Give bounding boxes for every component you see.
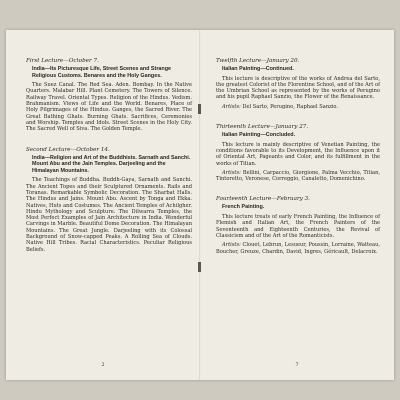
artists-label: Artists: [222, 103, 241, 110]
artists-list: Del Sarto, Perugino, Raphael Sanzio. [242, 103, 339, 110]
lecture-title: Italian Painting—Continued. [222, 66, 294, 72]
lecture-body: This lecture is descriptive of the works of Andrea del Sarto, the greatest Colorist of the Florentine School, and of the Art of the Umbrian School as represented by the works of Perugino and his pupil Raphael Sanzio, the Flower of the Renaissance. [216, 75, 380, 101]
booklet-spread [6, 30, 394, 380]
lecture-title: French Painting. [222, 204, 265, 211]
artists-label: Artists: [222, 242, 241, 249]
lecture-heading: First Lecture—October 7. [26, 58, 99, 64]
page-number: 7 [295, 363, 299, 368]
lecture-heading: Fourteenth Lecture—February 3. [216, 196, 310, 203]
lecture-title: Italian Painting—Concluded. [222, 132, 296, 139]
lecture-14 [216, 196, 380, 254]
lecture-heading: Twelfth Lecture—January 20. [216, 58, 300, 64]
lecture-artists [216, 170, 380, 183]
lecture-heading: Thirteenth Lecture—January 27. [216, 124, 309, 131]
lecture-2 [26, 147, 192, 253]
lecture-12 [216, 58, 380, 110]
lecture-title: India—Its Picturesque Life, Street Scenes and Strange Religious Customs. Benares and the Holy Ganges. [32, 66, 171, 79]
lecture-title: India—Religion and Art of the Buddhists. Sarnath and Sanchi. Mount Abu and the Jain Temples. Darjeeling and the Himalayan Mountains. [32, 154, 191, 174]
lecture-body: The Suez Canal. The Red Sea. Aden. Bombay. In the Native Quarters. Malabar Hill. Plant Cemetery. The Towers of Silence. Railway Travel. Oriental Types. Religion of the Hindus. Vedism. Brahmanism. Views of Life and the World. Benares, Place of Holy Pilgrimages of the Hindus. Ganges, the Sacred River. The Great Bathing Ghats. Burning Ghats. Sacrifices, Ceremonies and Worship. Temples and Idols. Street Scenes in the Holy City. The Sacred Well of Siva. The Golden Temple. [26, 82, 192, 133]
page-number: 2 [101, 363, 105, 368]
artists-list: Clouet, Lebrun, Lesueur, Poussin, Lorraine, Watteau, Boucher, Greuze, Chardin, David, Ingres, Géricault, Delacroix. [216, 242, 380, 255]
lecture-body: The Teachings of Buddha. Buddh-Gaya, Sarnath and Sanchi. The Ancient Topes and their Sculptured Ornaments. Rails and Toranas. Remarkable Symbolic Decoration. The Sharbat Halls. The Hindus and Jains. Mount Abu. Ascent by Tonga and Ekka. Natives, Huts and Costumes. The Ancient Temples of Achilgher. Hindu Mythology and Sculpture. The Dilwarra Temples, the Most Perfect Examples of Jain Architecture in India. Wonderful Carvings in Marble. Beautiful Dome Decoration. The Himalayan Mountains. The Great Jungle. Darjeeling with its Colossal Background of Snow-capped Peaks. A Rolling Sea of Clouds. Native Hill Tribes. Racial Characteristics. Peculiar Religious Beliefs. [26, 177, 192, 253]
artists-label: Artists: [222, 169, 241, 176]
right-page [200, 30, 394, 380]
lecture-1 [26, 58, 192, 133]
lecture-artists [216, 104, 380, 110]
left-page [6, 30, 200, 380]
lecture-13 [216, 124, 380, 182]
artists-list: Bellini, Carpaccio, Giorgione, Palma Vecchio, Titian, Tintoretto, Veronese, Correggio, Canaletto, Domenichino. [216, 169, 380, 183]
lecture-artists [216, 242, 380, 255]
lecture-heading: Second Lecture—October 14. [26, 146, 110, 153]
lecture-body: This lecture treats of early French Painting, the Influence of Flemish and Italian Art, the French Painters of the Seventeenth and Eighteenth Centuries, the Revival of Classicism and of the Art of the Romanticists. [216, 214, 380, 239]
lecture-body: This lecture is mainly descriptive of Venetian Painting, the conditions favorable to its Development, the Influence upon it of Oriental Art, Pageants and Color, and its fulfillment in the works of Titian. [216, 141, 380, 167]
